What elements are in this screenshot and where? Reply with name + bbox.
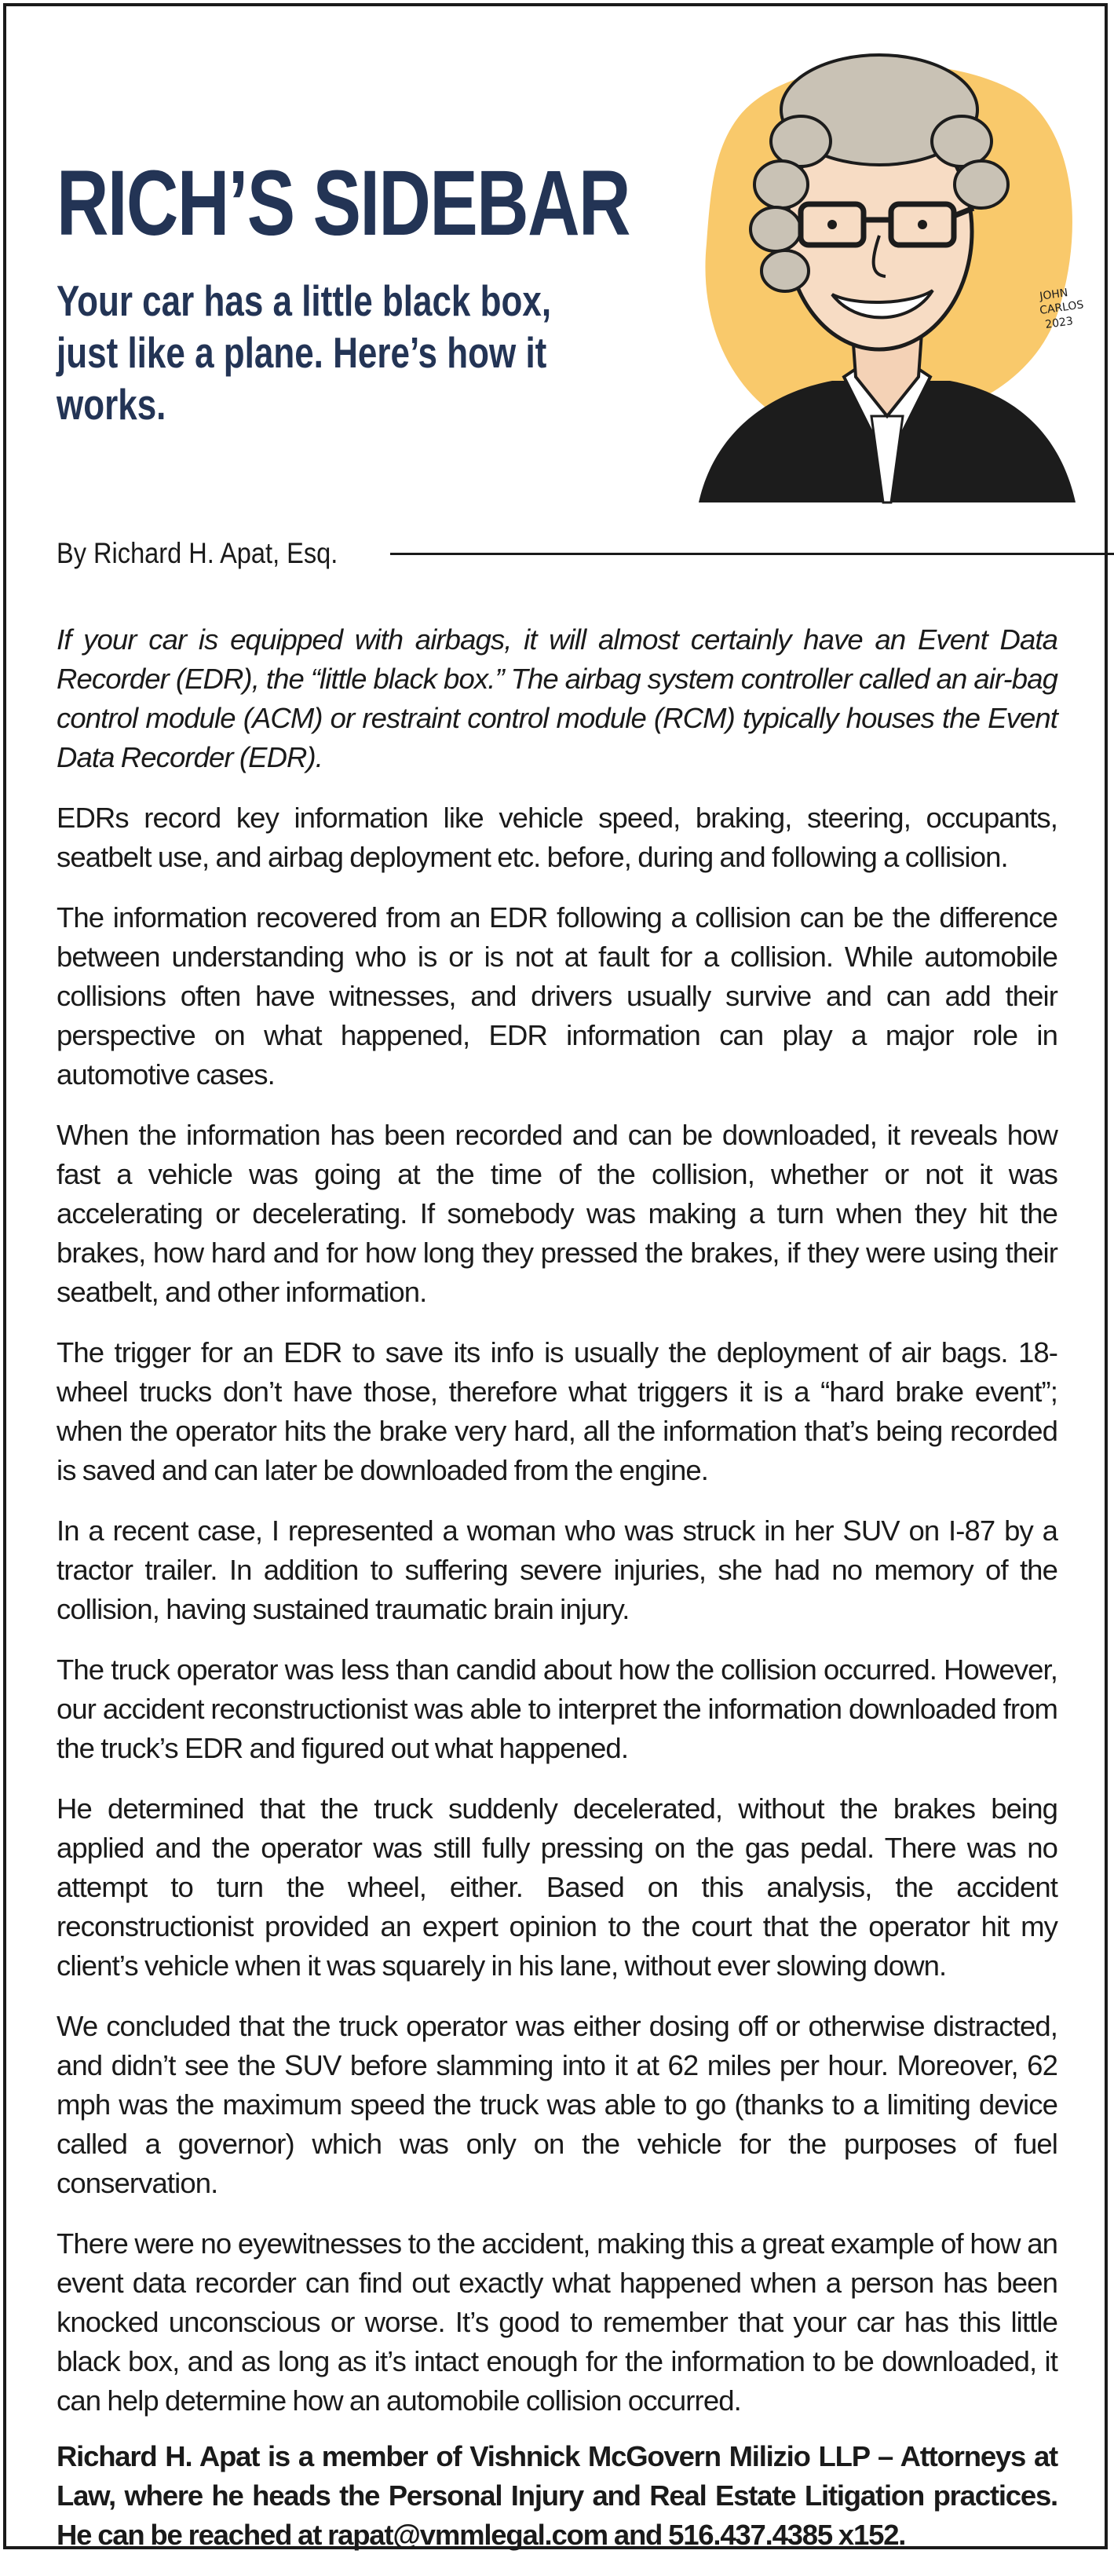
article-paragraph: The trigger for an EDR to save its info is usually the deployment of air bags. 18-wheel trucks don’t have those, therefore what triggers it is a “hard brake event”; when the operator hits the brake very hard, all the information that’s being recorded is saved and can later be downloaded from the engine. xyxy=(57,1336,1057,1486)
byline-row xyxy=(57,534,1114,573)
caricature-signature: JOHN xyxy=(1039,287,1069,303)
article-paragraph: When the information has been recorded and can be downloaded, it reveals how fast a vehicle was going at the time of the collision, whether or not it was accelerating or decelerating. If somebody was making a turn when they hit the brakes, how hard and for how long they pressed the brakes, if they were using their seatbelt, and other information. xyxy=(57,1119,1057,1308)
byline-divider xyxy=(390,553,1114,555)
author-bio: Richard H. Apat is a member of Vishnick McGovern Milizio LLP – Attorneys at Law, where he heads the Personal Injury and Real Estate Litigation practices. He can be reached at rapat@vmmlegal.com and 516.437.4385 x152. xyxy=(57,2440,1057,2551)
article-paragraph: There were no eyewitnesses to the accident, making this a great example of how an event data recorder can find out exactly what happened when a person has been knocked unconscious or worse. It’s good to remember that your car has this little black box, and as long as it’s intact enough for the information to be downloaded, it can help determine how an automobile collision occurred. xyxy=(57,2227,1057,2417)
author-caricature xyxy=(683,24,1091,526)
article-paragraph: The truck operator was less than candid about how the collision occurred. However, our accident reconstructionist was able to interpret the information downloaded from the truck’s EDR and figured out what happened. xyxy=(57,1653,1057,1764)
byline: By Richard H. Apat, Esq. xyxy=(57,537,338,569)
svg-text:2023: 2023 xyxy=(1044,315,1074,331)
article-paragraph: We concluded that the truck operator was either dosing off or otherwise distracted, and didn’t see the SUV before slamming into it at 62 miles per hour. Moreover, 62 mph was the maximum speed the truck was able to go (thanks to a limiting device called a governor) which was only on the vehicle for the purposes of fuel conservation. xyxy=(57,2010,1057,2199)
article-paragraph: In a recent case, I represented a woman who was struck in her SUV on I-87 by a tractor trailer. In addition to suffering severe injuries, she had no memory of the collision, having sustained traumatic brain injury. xyxy=(57,1515,1057,1625)
article-body xyxy=(57,620,1057,2576)
page-title: RICH’S SIDEBAR xyxy=(57,152,630,255)
svg-text:CARLOS: CARLOS xyxy=(1039,298,1085,317)
article-paragraph: EDRs record key information like vehicle speed, braking, steering, occupants, seatbelt use, and airbag deployment etc. before, during and following a collision. xyxy=(57,802,1057,873)
article-paragraph: He determined that the truck suddenly decelerated, without the brakes being applied and the operator was still fully pressing on the gas pedal. There was no attempt to turn the wheel, either. Based on this analysis, the accident reconstructionist provided an expert opinion to the court that the operator hit my client’s vehicle when it was squarely in his lane, without ever slowing down. xyxy=(57,1792,1057,1982)
article-intro: If your car is equipped with airbags, it will almost certainly have an Event Data Recorder (EDR), the “little black box.” The airbag system controller called an air-bag control module (ACM) or restraint control module (RCM) typically houses the Event Data Recorder (EDR). xyxy=(57,623,1057,773)
page-subtitle: Your car has a little black box, just like a plane. Here’s how it works. xyxy=(57,276,552,429)
article-paragraph: The information recovered from an EDR following a collision can be the difference between understanding who is or is not at fault for a collision. While automobile collisions often have witnesses, and drivers usually survive and can add their perspective on what happened, EDR information can play a major role in automotive cases. xyxy=(57,901,1057,1091)
